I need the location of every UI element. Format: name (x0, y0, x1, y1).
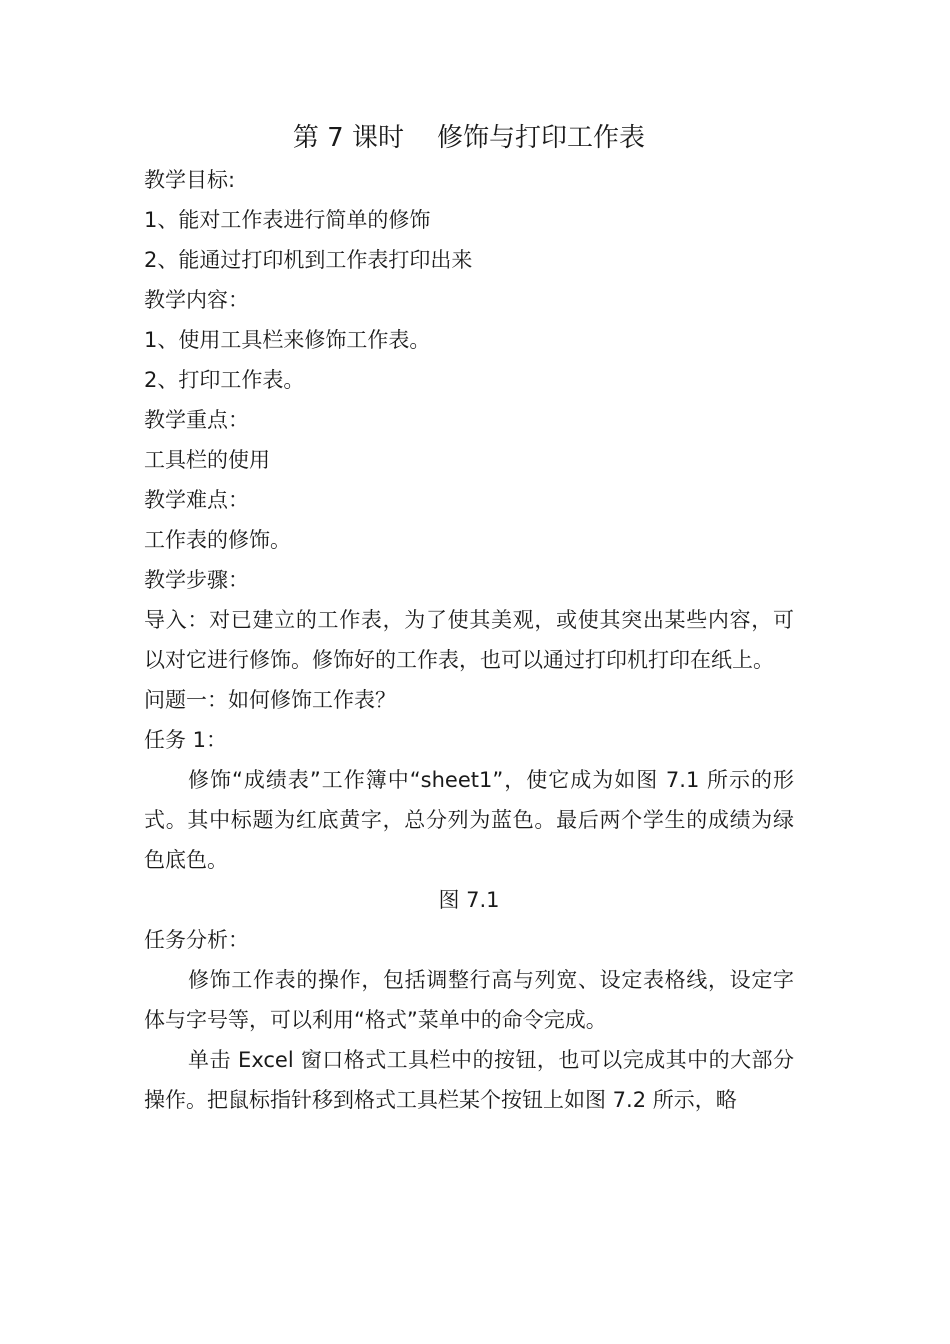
figure-caption: 图 7.1 (438, 888, 500, 912)
analysis-paragraph-1: 修饰工作表的操作，包括调整行高与列宽、设定表格线，设定字体与字号等，可以利用“格式”菜单中的命令完成。 (144, 968, 794, 1032)
analysis-paragraph-2: 单击 Excel 窗口格式工具栏中的按钮，也可以完成其中的大部分操作。把鼠标指针移到格式工具栏某个按钮上如图 7.2 所示，略 (144, 1048, 794, 1112)
goal-item-2: 2、能通过打印机到工作表打印出来 (144, 248, 473, 272)
difficulty-heading: 教学难点： (144, 488, 249, 512)
document-page (144, 116, 794, 1120)
key-points-text: 工具栏的使用 (144, 448, 270, 472)
difficulty-text: 工作表的修饰。 (144, 528, 291, 552)
intro-paragraph: 导入：对已建立的工作表，为了使其美观，或使其突出某些内容，可以对它进行修饰。修饰好的工作表，也可以通过打印机打印在纸上。 (144, 608, 794, 672)
analysis-heading: 任务分析： (144, 928, 249, 952)
task-1-paragraph: 修饰“成绩表”工作簿中“sheet1”，使它成为如图 7.1 所示的形式。其中标题为红底黄字，总分列为蓝色。最后两个学生的成绩为绿色底色。 (144, 768, 794, 872)
document-title: 第 7 课时 修饰与打印工作表 (292, 123, 646, 153)
content-heading: 教学内容： (144, 288, 249, 312)
key-points-heading: 教学重点： (144, 408, 249, 432)
content-item-1: 1、使用工具栏来修饰工作表。 (144, 328, 431, 352)
task-1-heading: 任务 1： (144, 728, 228, 752)
steps-heading: 教学步骤： (144, 568, 249, 592)
goals-heading: 教学目标: (144, 168, 236, 192)
goal-item-1: 1、能对工作表进行简单的修饰 (144, 208, 431, 232)
question-1: 问题一：如何修饰工作表？ (144, 688, 396, 712)
content-item-2: 2、打印工作表。 (144, 368, 305, 392)
